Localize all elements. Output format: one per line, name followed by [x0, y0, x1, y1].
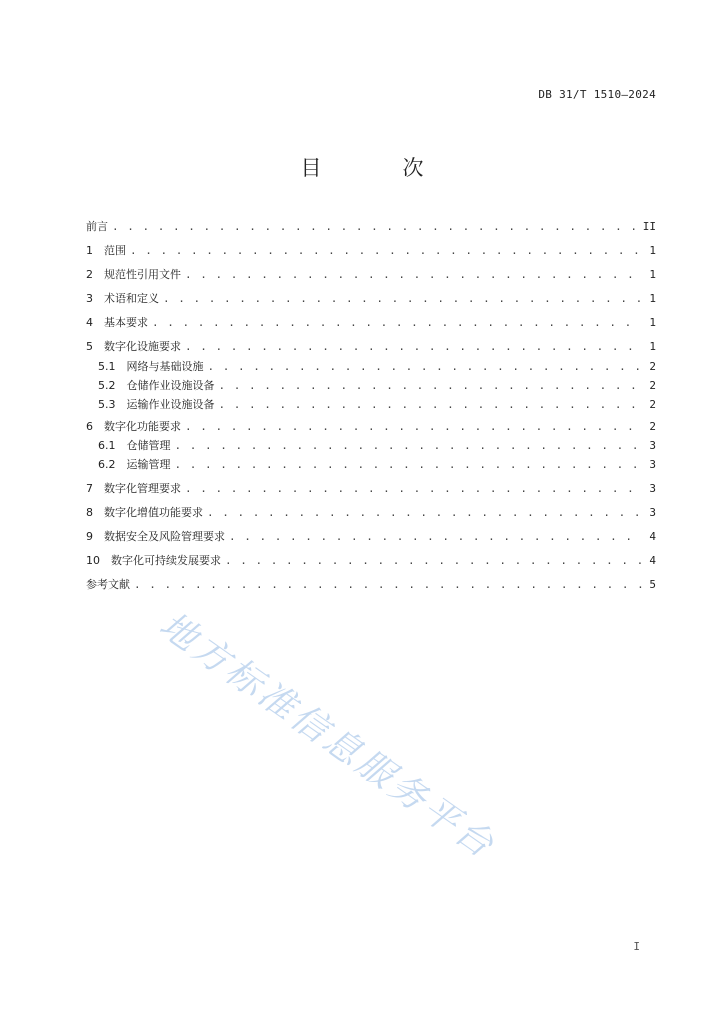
toc-entry[interactable] — [86, 314, 656, 330]
toc-entry-title: 数字化管理要求 — [104, 482, 181, 495]
toc-entry[interactable] — [86, 338, 656, 354]
toc-leader-dots — [185, 420, 642, 434]
toc-entry-number: 3 — [86, 292, 104, 305]
toc-leader-dots — [112, 220, 639, 234]
toc-entry-title: 运输作业设施设备 — [126, 398, 215, 411]
toc-entry[interactable] — [86, 480, 656, 496]
toc-leader-dots — [208, 360, 643, 374]
page-title: 目 次 — [300, 156, 454, 180]
toc-entry-number: 6.2 — [98, 458, 127, 471]
toc-leader-dots — [229, 530, 642, 544]
watermark-text: 地方标准信息服务平台 — [151, 604, 504, 868]
toc-leader-dots — [185, 268, 642, 282]
toc-leader-dots — [219, 379, 643, 393]
toc-entry[interactable] — [86, 218, 656, 234]
toc-entry-page: 5 — [649, 578, 656, 591]
toc-entry-page: 3 — [649, 439, 656, 452]
toc-entry[interactable] — [86, 290, 656, 306]
toc-entry-title: 数字化功能要求 — [104, 420, 181, 433]
toc-entry[interactable] — [86, 418, 656, 434]
toc-entry-number: 4 — [86, 316, 104, 329]
toc-leader-dots — [152, 316, 642, 330]
toc-entry-title: 范围 — [104, 244, 126, 257]
toc-entry[interactable] — [86, 576, 656, 592]
document-code: DB 31/T 1510—2024 — [538, 88, 656, 101]
toc-entry[interactable] — [86, 552, 656, 568]
toc-entry-title: 仓储作业设施设备 — [126, 379, 215, 392]
toc-entry[interactable] — [86, 528, 656, 544]
toc-entry-number: 1 — [86, 244, 104, 257]
toc-entry-page: 1 — [649, 244, 656, 257]
toc-entry-page: 1 — [649, 316, 656, 329]
toc-entry-title: 数字化增值功能要求 — [104, 506, 203, 519]
toc-entry-number: 6 — [86, 420, 104, 433]
toc-leader-dots — [163, 292, 642, 306]
toc-entry-title: 参考文献 — [86, 578, 130, 591]
toc-entry-number: 8 — [86, 506, 104, 519]
toc-leader-dots — [225, 554, 642, 568]
toc-leader-dots — [175, 458, 643, 472]
toc-entry-title: 规范性引用文件 — [104, 268, 181, 281]
toc-entry-number: 5.2 — [98, 379, 127, 392]
toc-entry[interactable] — [86, 358, 656, 374]
toc-entry-title: 数据安全及风险管理要求 — [104, 530, 225, 543]
toc-entry-title: 网络与基础设施 — [126, 360, 204, 373]
toc-entry-page: 2 — [649, 420, 656, 433]
toc-entry-page: 2 — [649, 379, 656, 392]
toc-entry-number: 6.1 — [98, 439, 127, 452]
toc-entry-number: 10 — [86, 554, 111, 567]
toc-entry-title: 基本要求 — [104, 316, 148, 329]
toc-entry[interactable] — [86, 266, 656, 282]
toc-entry-number: 5.3 — [98, 398, 127, 411]
toc-entry[interactable] — [86, 377, 656, 393]
toc-leader-dots — [134, 578, 642, 592]
toc-entry-number: 5.1 — [98, 360, 127, 373]
toc-entry-title: 数字化可持续发展要求 — [111, 554, 221, 567]
toc-leader-dots — [175, 439, 643, 453]
page-number: I — [633, 940, 640, 953]
toc-entry-number: 5 — [86, 340, 104, 353]
toc-leader-dots — [207, 506, 642, 520]
toc-entry[interactable] — [86, 396, 656, 412]
toc-leader-dots — [185, 482, 642, 496]
toc-leader-dots — [185, 340, 642, 354]
toc-entry-page: 3 — [649, 506, 656, 519]
toc-entry-title: 术语和定义 — [104, 292, 159, 305]
toc-entry-title: 前言 — [86, 220, 108, 233]
toc-entry[interactable] — [86, 456, 656, 472]
toc-entry[interactable] — [86, 504, 656, 520]
toc-entry-page: 3 — [649, 482, 656, 495]
toc-entry-number: 2 — [86, 268, 104, 281]
toc-leader-dots — [219, 398, 643, 412]
toc-entry-page: II — [642, 220, 656, 233]
toc-leader-dots — [130, 244, 642, 258]
toc-entry[interactable] — [86, 242, 656, 258]
toc-entry[interactable] — [86, 437, 656, 453]
toc-entry-page: 2 — [649, 398, 656, 411]
toc-entry-page: 1 — [649, 292, 656, 305]
toc-entry-number: 7 — [86, 482, 104, 495]
toc-entry-number: 9 — [86, 530, 104, 543]
toc-entry-page: 1 — [649, 268, 656, 281]
toc-entry-page: 4 — [649, 530, 656, 543]
toc-entry-title: 数字化设施要求 — [104, 340, 181, 353]
toc-entry-title: 运输管理 — [126, 458, 171, 471]
toc-entry-title: 仓储管理 — [126, 439, 171, 452]
toc-entry-page: 2 — [649, 360, 656, 373]
toc-entry-page: 4 — [649, 554, 656, 567]
toc-entry-page: 1 — [649, 340, 656, 353]
toc-entry-page: 3 — [649, 458, 656, 471]
